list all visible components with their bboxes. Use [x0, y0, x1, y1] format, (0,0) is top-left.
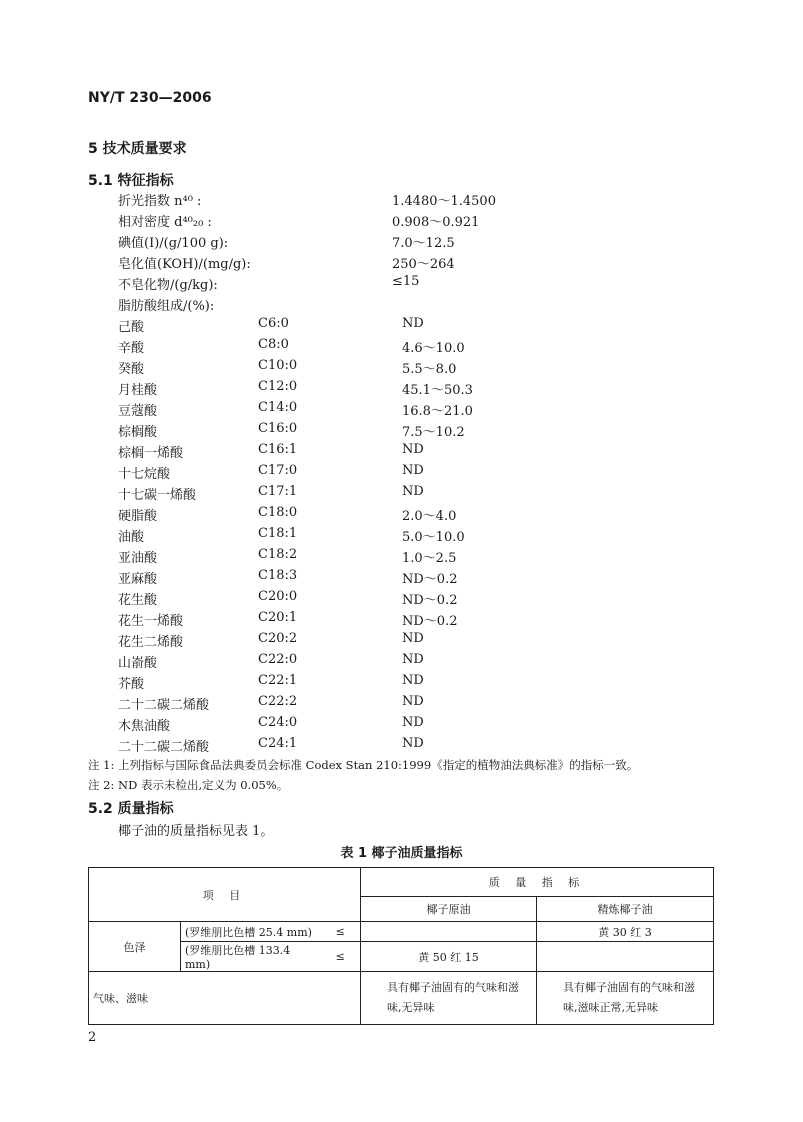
- fatty-acid-name: 癸酸: [118, 362, 145, 377]
- header-quality: 质 量 指 标: [361, 868, 714, 897]
- color-sub1-refined: 黄 30 红 3: [537, 922, 714, 942]
- color-sub2: (罗维朋比色槽 133.4 mm): [181, 942, 321, 972]
- fatty-acid-value: 45.1～50.3: [402, 383, 473, 398]
- fatty-acid-name: 硬脂酸: [118, 509, 158, 524]
- note-1: 注 1: 上列指标与国际食品法典委员会标准 Codex Stan 210:1999《指定的植物油法典标准》的指标一致。: [88, 758, 639, 772]
- fatty-acid-value: 5.0～10.0: [402, 530, 465, 545]
- general-value: 0.908～0.921: [392, 215, 480, 230]
- fatty-acid-value: ND: [402, 694, 424, 709]
- fatty-acid-name: 油酸: [118, 530, 145, 545]
- fatty-acid-name: 花生二烯酸: [118, 635, 184, 650]
- fatty-acid-name: 花生酸: [118, 593, 158, 608]
- fatty-acid-name: 棕榈酸: [118, 425, 158, 440]
- color-sub2-op: ≤: [321, 942, 361, 972]
- fatty-acid-code: C12:0: [258, 379, 298, 394]
- general-value: 250～264: [392, 257, 455, 272]
- fatty-acid-name: 辛酸: [118, 341, 145, 356]
- fatty-acid-value: 5.5～8.0: [402, 362, 457, 377]
- fatty-acid-value: ND: [402, 484, 424, 499]
- section-5-2-text: 椰子油的质量指标见表 1。: [118, 824, 274, 839]
- fatty-acid-name: 亚油酸: [118, 551, 158, 566]
- fatty-acid-code: C16:0: [258, 421, 298, 436]
- fatty-acid-value: ND: [402, 316, 424, 331]
- fatty-acid-code: C16:1: [258, 442, 298, 457]
- fatty-acid-code: C22:0: [258, 652, 298, 667]
- fatty-acid-name: 二十二碳二烯酸: [118, 740, 210, 755]
- general-label: 碘值(I)/(g/100 g):: [118, 236, 229, 251]
- fatty-acid-value: ND～0.2: [402, 593, 458, 608]
- general-value: ≤15: [392, 274, 420, 289]
- fatty-acid-code: C14:0: [258, 400, 298, 415]
- section-5-2-title: 5.2 质量指标: [88, 801, 174, 817]
- general-label: 相对密度 d⁴⁰₂₀ :: [118, 215, 212, 230]
- fatty-acid-code: C8:0: [258, 337, 289, 352]
- general-value: 1.4480～1.4500: [392, 194, 496, 209]
- section-5-title: 5 技术质量要求: [88, 141, 187, 157]
- table-1-title: 表 1 椰子油质量指标: [340, 846, 463, 861]
- fatty-acid-code: C6:0: [258, 316, 289, 331]
- fatty-acid-code: C22:2: [258, 694, 298, 709]
- section-5-1-title: 5.1 特征指标: [88, 173, 174, 189]
- fatty-acid-value: 16.8～21.0: [402, 404, 473, 419]
- fatty-acid-value: ND: [402, 631, 424, 646]
- fatty-acid-name: 十七碳一烯酸: [118, 488, 197, 503]
- general-label: 皂化值(KOH)/(mg/g):: [118, 257, 251, 272]
- fatty-acid-code: C22:1: [258, 673, 298, 688]
- fatty-acid-name: 十七烷酸: [118, 467, 171, 482]
- standard-code-header: NY/T 230—2006: [88, 90, 212, 106]
- fatty-acid-code: C18:2: [258, 547, 298, 562]
- general-value: 7.0～12.5: [392, 236, 455, 251]
- fatty-acid-code: C20:0: [258, 589, 298, 604]
- general-label: 折光指数 n⁴⁰ :: [118, 194, 202, 209]
- fatty-acid-code: C20:2: [258, 631, 298, 646]
- fatty-acid-name: 亚麻酸: [118, 572, 158, 587]
- color-sub1-op: ≤: [321, 922, 361, 942]
- color-sub1-crude: [361, 922, 537, 942]
- color-sub1: (罗维朋比色槽 25.4 mm): [181, 922, 321, 942]
- fatty-acid-value: 2.0～4.0: [402, 509, 457, 524]
- fatty-acid-name: 月桂酸: [118, 383, 158, 398]
- color-sub2-crude: 黄 50 红 15: [361, 942, 537, 972]
- fatty-acid-value: ND～0.2: [402, 614, 458, 629]
- fatty-acid-value: ND: [402, 463, 424, 478]
- fatty-acid-name: 二十二碳二烯酸: [118, 698, 210, 713]
- fatty-acid-name: 木焦油酸: [118, 719, 171, 734]
- fatty-acid-value: ND～0.2: [402, 572, 458, 587]
- fatty-acid-value: ND: [402, 673, 424, 688]
- fatty-acid-code: C24:0: [258, 715, 298, 730]
- fatty-acid-code: C18:0: [258, 505, 298, 520]
- col-crude: 椰子原油: [361, 897, 537, 922]
- fatty-acid-value: ND: [402, 652, 424, 667]
- fatty-acid-name: 棕榈一烯酸: [118, 446, 184, 461]
- odor-refined: 具有椰子油固有的气味和滋味,滋味正常,无异味: [537, 972, 714, 1025]
- fatty-acid-name: 己酸: [118, 320, 145, 335]
- fatty-acid-code: C17:1: [258, 484, 298, 499]
- note-2: 注 2: ND 表示未检出,定义为 0.05%。: [88, 778, 289, 792]
- fatty-acid-value: 4.6～10.0: [402, 341, 465, 356]
- general-label: 脂肪酸组成/(%):: [118, 299, 215, 314]
- header-item: 项 目: [89, 868, 361, 922]
- odor-label: 气味、滋味: [89, 972, 361, 1025]
- fatty-acid-code: C17:0: [258, 463, 298, 478]
- fatty-acid-value: ND: [402, 736, 424, 751]
- fatty-acid-name: 芥酸: [118, 677, 145, 692]
- fatty-acid-value: ND: [402, 442, 424, 457]
- fatty-acid-value: 7.5～10.2: [402, 425, 465, 440]
- fatty-acid-value: ND: [402, 715, 424, 730]
- fatty-acid-code: C18:1: [258, 526, 298, 541]
- fatty-acid-value: 1.0～2.5: [402, 551, 457, 566]
- quality-table: [88, 867, 714, 1025]
- color-sub2-refined: [537, 942, 714, 972]
- fatty-acid-code: C20:1: [258, 610, 298, 625]
- fatty-acid-name: 豆蔻酸: [118, 404, 158, 419]
- fatty-acid-code: C10:0: [258, 358, 298, 373]
- general-label: 不皂化物/(g/kg):: [118, 278, 218, 293]
- fatty-acid-name: 山嵛酸: [118, 656, 158, 671]
- fatty-acid-code: C18:3: [258, 568, 298, 583]
- col-refined: 精炼椰子油: [537, 897, 714, 922]
- fatty-acid-name: 花生一烯酸: [118, 614, 184, 629]
- fatty-acid-code: C24:1: [258, 736, 298, 751]
- page-number: 2: [88, 1030, 97, 1045]
- color-label: 色泽: [89, 922, 181, 972]
- odor-crude: 具有椰子油固有的气味和滋味,无异味: [361, 972, 537, 1025]
